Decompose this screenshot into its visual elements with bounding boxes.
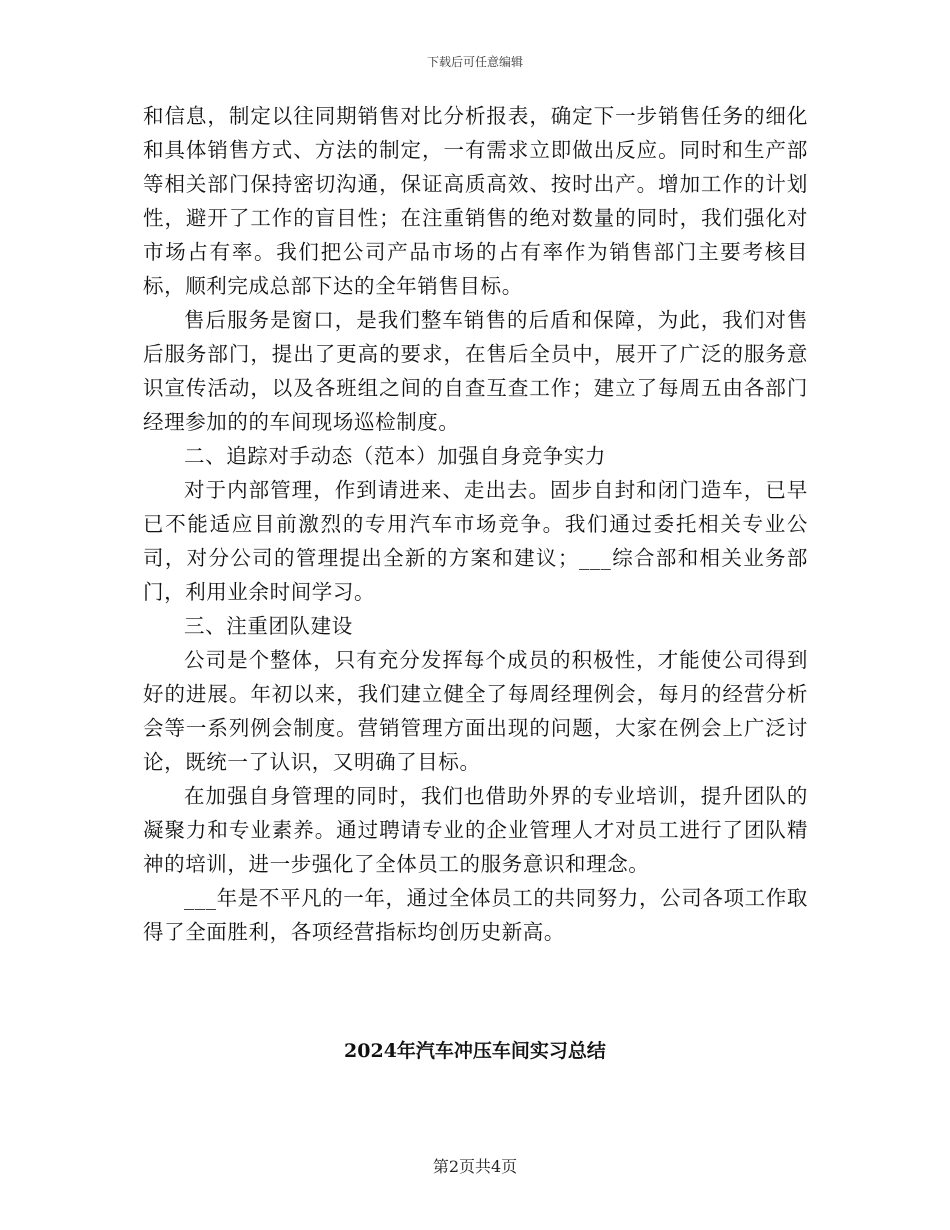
paragraph-year-summary: ___年是不平凡的一年，通过全体员工的共同努力，公司各项工作取得了全面胜利，各项经营指标均创历史新高。 — [143, 886, 808, 944]
paragraph-team-meetings: 公司是个整体，只有充分发挥每个成员的积极性，才能使公司得到好的进展。年初以来，我们建立健全了每周经理例会，每月的经营分析会等一系列例会制度。营销管理方面出现的问题，大家在例会上广泛讨论，既统一了认识，又明确了目标。 — [143, 648, 808, 774]
section-heading-competition: 二、追踪对手动态（范本）加强自身竞争实力 — [184, 444, 606, 468]
document-title: 2024年汽车冲压车间实习总结 — [344, 1040, 606, 1062]
section-heading-team: 三、注重团队建设 — [184, 614, 353, 638]
paragraph-internal-management: 对于内部管理，作到请进来、走出去。固步自封和闭门造车，已早已不能适应目前激烈的专用汽车市场竞争。我们通过委托相关专业公司，对分公司的管理提出全新的方案和建议；___综合部和相关业务部门，利用业余时间学习。 — [143, 478, 808, 604]
paragraph-training: 在加强自身管理的同时，我们也借助外界的专业培训，提升团队的凝聚力和专业素养。通过聘请专业的企业管理人才对员工进行了团队精神的培训，进一步强化了全体员工的服务意识和理念。 — [143, 784, 808, 876]
page-header: 下载后可任意编辑 — [426, 55, 523, 69]
paragraph-sales-analysis: 和信息，制定以往同期销售对比分析报表，确定下一步销售任务的细化和具体销售方式、方法的制定，一有需求立即做出反应。同时和生产部等相关部门保持密切沟通，保证高质高效、按时出产。增加工作的计划性，避开了工作的盲目性；在注重销售的绝对数量的同时，我们强化对市场占有率。我们把公司产品市场的占有率作为销售部门主要考核目标，顺利完成总部下达的全年销售目标。 — [143, 104, 808, 298]
document-body — [143, 99, 808, 949]
paragraph-after-sales: 售后服务是窗口，是我们整车销售的后盾和保障，为此，我们对售后服务部门，提出了更高的要求，在售后全员中，展开了广泛的服务意识宣传活动，以及各班组之间的自查互查工作；建立了每周五由各部门经理参加的的车间现场巡检制度。 — [143, 308, 808, 434]
page-footer: 第2页共4页 — [432, 1157, 518, 1176]
